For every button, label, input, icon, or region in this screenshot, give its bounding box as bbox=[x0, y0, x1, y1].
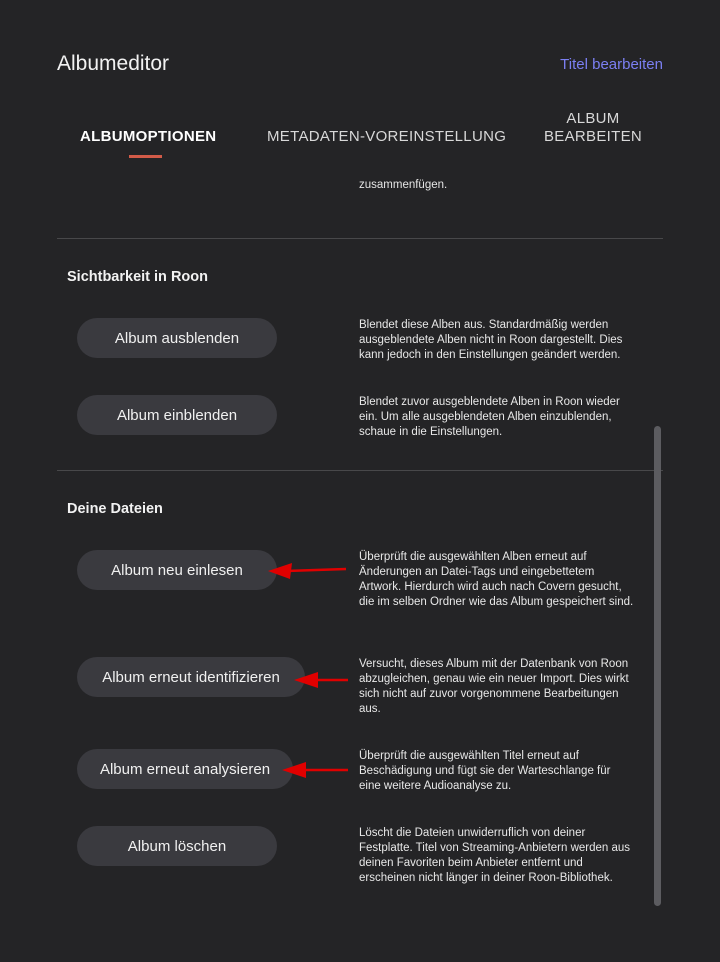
section-title-visibility: Sichtbarkeit in Roon bbox=[67, 269, 208, 285]
delete-album-description: Löscht die Dateien unwiderruflich von deiner Festplatte. Titel von Streaming-Anbietern werden aus deinen Favoriten beim Anbieter entfernt und erscheinen nicht länger in deiner Roon-Bibliothek. bbox=[359, 827, 631, 884]
show-album-description: Blendet zuvor ausgeblendete Alben in Roon wieder ein. Um alle ausgeblendeten Alben einzublenden, schaue in die Einstellungen. bbox=[359, 396, 620, 438]
rescan-album-description: Überprüft die ausgewählten Alben erneut auf Änderungen an Datei-Tags und eingebettetem Artwork. Hierdurch wird auch nach Covern gesucht, die im selben Ordner wie das Album gespeichert sind. bbox=[359, 551, 634, 608]
delete-album-button[interactable]: Album löschen bbox=[77, 826, 277, 866]
section-divider bbox=[57, 470, 663, 471]
section-title-files: Deine Dateien bbox=[67, 501, 163, 517]
rescan-album-button[interactable]: Album neu einlesen bbox=[77, 550, 277, 590]
scrollbar[interactable] bbox=[654, 426, 661, 906]
reidentify-album-button[interactable]: Album erneut identifizieren bbox=[77, 657, 305, 697]
reanalyze-album-button[interactable]: Album erneut analysieren bbox=[77, 749, 293, 789]
tab-metadata-preset[interactable]: METADATEN-VOREINSTELLUNG bbox=[267, 128, 507, 145]
hide-album-button[interactable]: Album ausblenden bbox=[77, 318, 277, 358]
page-title: Albumeditor bbox=[57, 52, 170, 75]
show-album-button[interactable]: Album einblenden bbox=[77, 395, 277, 435]
annotation-arrow-icon bbox=[262, 560, 348, 580]
annotation-arrow-icon bbox=[278, 760, 350, 780]
active-tab-indicator bbox=[129, 155, 162, 158]
hide-album-description: Blendet diese Alben aus. Standardmäßig werden ausgeblendete Alben nicht in Roon dargestellt. Dies kann jedoch in den Einstellungen geändert werden. bbox=[359, 319, 623, 361]
section-divider bbox=[57, 238, 663, 239]
annotation-arrow-icon bbox=[290, 670, 350, 690]
tab-album-options[interactable]: ALBUMOPTIONEN bbox=[80, 128, 217, 145]
reidentify-album-description: Versucht, dieses Album mit der Datenbank von Roon abzugleichen, genau wie ein neuer Import. Dies wirkt sich nicht auf zuvor vorgenommene Bearbeitungen aus. bbox=[359, 658, 629, 715]
partial-description: zusammenfügen. bbox=[359, 179, 448, 191]
edit-tracks-link[interactable]: Titel bearbeiten bbox=[560, 56, 663, 73]
reanalyze-album-description: Überprüft die ausgewählten Titel erneut auf Beschädigung und fügt sie der Warteschlange für eine weitere Audioanalyse zu. bbox=[359, 750, 611, 792]
tab-edit-album[interactable]: ALBUM BEARBEITEN bbox=[543, 110, 643, 145]
